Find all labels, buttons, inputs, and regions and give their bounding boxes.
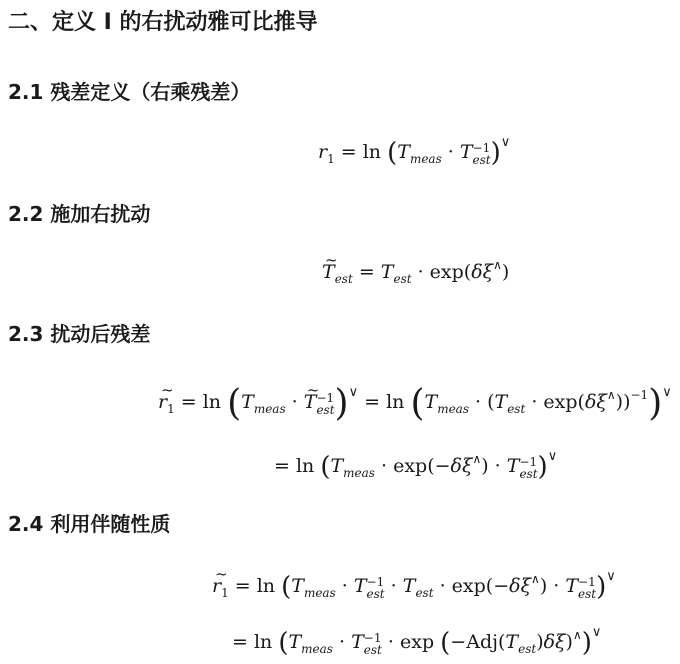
- equation-right-perturbation: ~ $T_{est} = T_{est} \cdot \exp(\delta\xi^\wedge)$: [322, 250, 509, 294]
- section-heading-2-3: 2.3 扰动后残差: [8, 322, 151, 346]
- equation-perturbed-residual-1: ~ $r_1 = \ln (T_{meas}$ · ~ T −1 est )$^\vee = \ln (T_{meas} \cdot (T_{est} \cdot \exp(\delta\xi^\wedge))^{-1})^\vee$: [158, 378, 672, 424]
- page-title: 二、定义 I 的右扰动雅可比推导: [8, 10, 318, 35]
- section-heading-2-4: 2.4 利用伴随性质: [8, 512, 171, 536]
- section-heading-2-1: 2.1 残差定义（右乘残差）: [8, 80, 251, 104]
- equation-perturbed-residual-2: = $\ln (T_{meas} \cdot \exp(-\delta\xi^\wedge) \cdot T$ −1 est )∨: [274, 449, 558, 482]
- equation-adjoint-2: = $\ln (T_{meas} \cdot T$ −1 est · $\exp (-Adj(T_{est})\delta\xi)^\wedge)^\vee$: [232, 625, 602, 658]
- section-heading-2-2: 2.2 施加右扰动: [8, 202, 151, 226]
- equation-residual-definition: $r_1 = \ln (T_{meas} \cdot T$ −1 est )∨: [318, 135, 511, 168]
- equation-adjoint-1: ~ $r_1 = \ln (T_{meas} \cdot T$ −1 est · $T_{est} \cdot \exp(-\delta\xi^\wedge) \cdot T$ −1 est )∨: [212, 562, 616, 608]
